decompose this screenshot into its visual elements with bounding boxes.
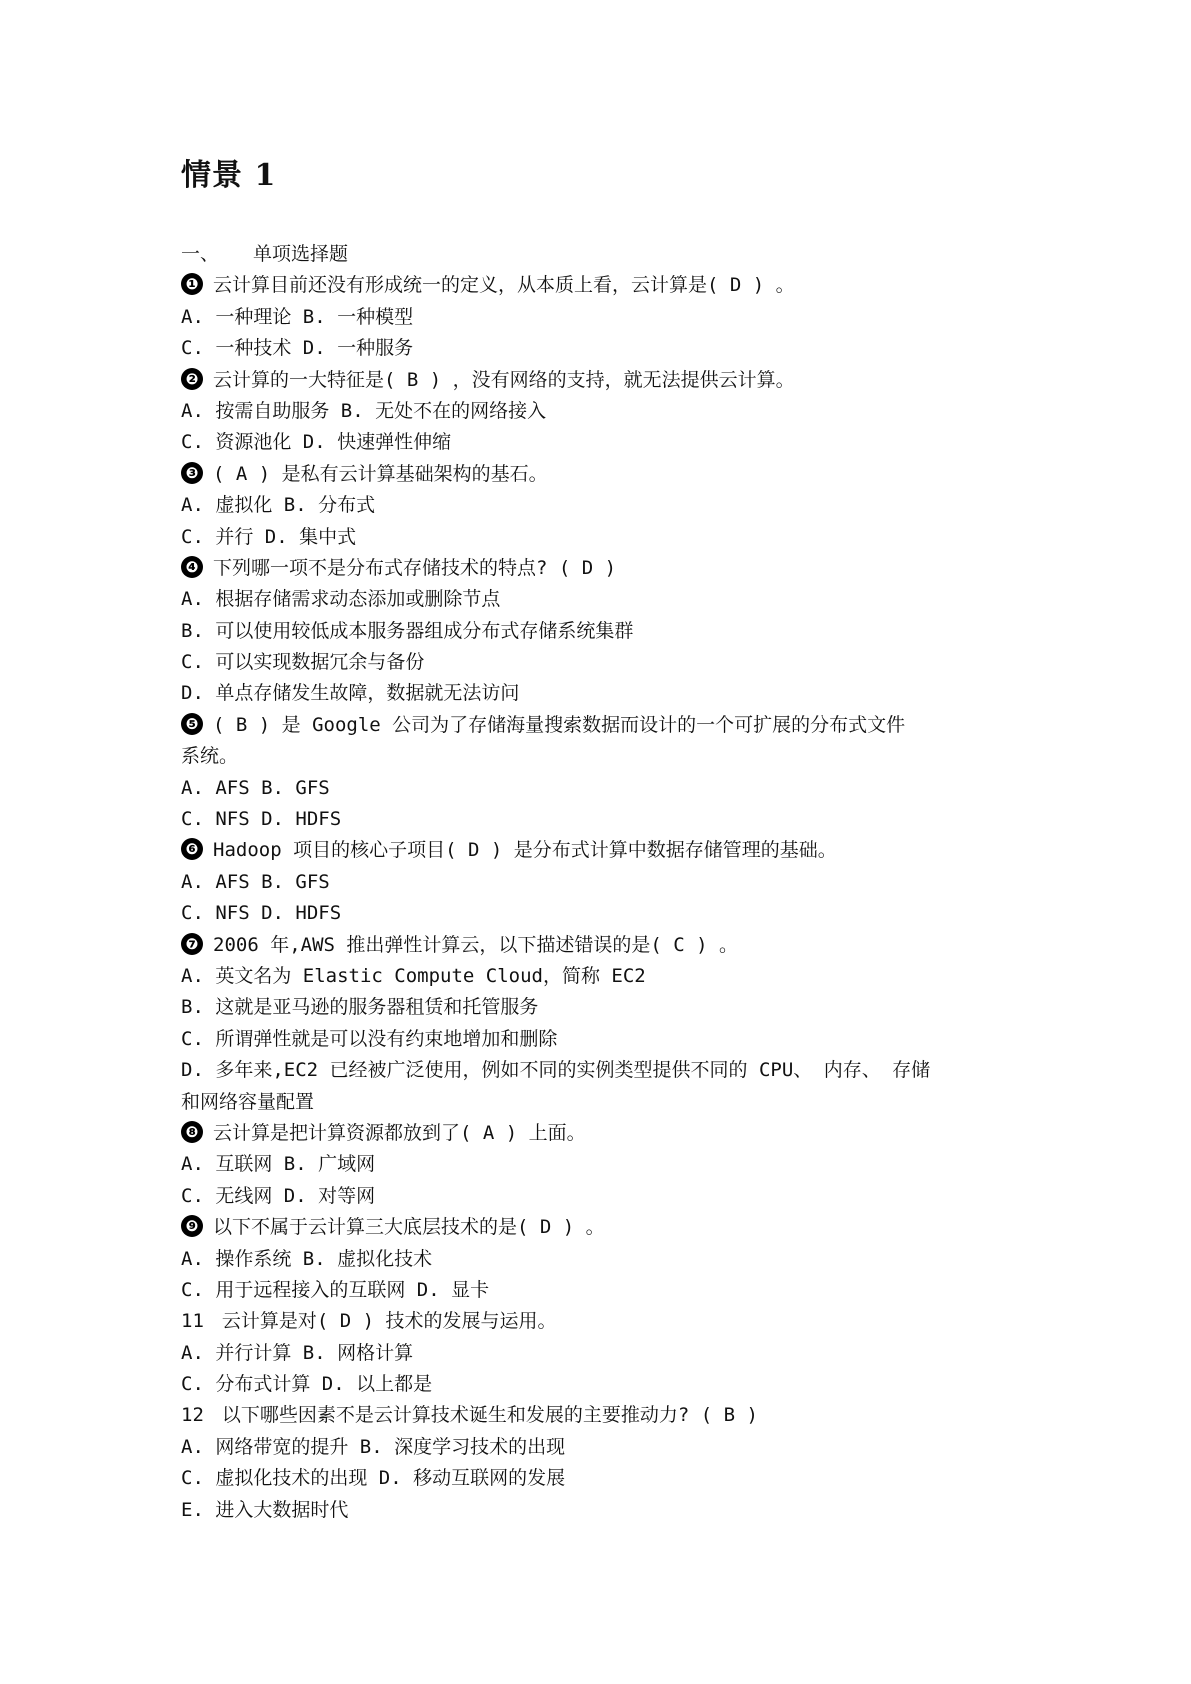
line-text: A. 虚拟化 B. 分布式 <box>181 494 376 517</box>
line-text: C. NFS D. HDFS <box>181 902 342 925</box>
question-number-badge: ❶ <box>181 273 203 295</box>
line-text: A. 根据存储需求动态添加或删除节点 <box>181 588 501 611</box>
answer-option-line <box>181 992 1001 1023</box>
answer-option-line <box>181 1432 1001 1463</box>
line-text: A. 操作系统 B. 虚拟化技术 <box>181 1247 433 1270</box>
answer-option-line <box>181 1369 1001 1400</box>
question-line <box>181 365 1001 396</box>
line-text: D. 单点存储发生故障，数据就无法访问 <box>181 682 520 705</box>
section-heading <box>181 239 1001 270</box>
answer-option-line <box>181 1244 1001 1275</box>
question-number-badge: ❺ <box>181 713 203 735</box>
line-text: A. AFS B. GFS <box>181 870 330 893</box>
answer-option-line <box>181 773 1001 804</box>
line-text: C. 用于远程接入的互联网 D. 显卡 <box>181 1278 490 1301</box>
line-text: Hadoop 项目的核心子项目( D ) 是分布式计算中数据存储管理的基础。 <box>213 839 837 862</box>
question-line <box>181 1118 1001 1149</box>
answer-option-line <box>181 616 1001 647</box>
line-text: A. 一种理论 B. 一种模型 <box>181 305 414 328</box>
answer-option-line <box>181 1275 1001 1306</box>
line-text: D. 多年来,EC2 已经被广泛使用，例如不同的实例类型提供不同的 CPU、 内存、 存储 <box>181 1059 931 1082</box>
question-line <box>181 553 1001 584</box>
question-number: 12 <box>181 1404 204 1427</box>
answer-option-line <box>181 1149 1001 1180</box>
line-text: B. 可以使用较低成本服务器组成分布式存储系统集群 <box>181 619 634 642</box>
answer-option-line <box>181 1055 1001 1086</box>
answer-option-line <box>181 396 1001 427</box>
answer-option-line <box>181 1338 1001 1369</box>
answer-option-line <box>181 804 1001 835</box>
question-number-badge: ❹ <box>181 556 203 578</box>
line-text: 以下不属于云计算三大底层技术的是( D ) 。 <box>213 1216 605 1239</box>
line-text: C. 可以实现数据冗余与备份 <box>181 651 425 674</box>
answer-option-line <box>181 1495 1001 1526</box>
answer-option-line <box>181 1181 1001 1212</box>
answer-option-line <box>181 1087 1001 1118</box>
line-text: 和网络容量配置 <box>181 1090 315 1113</box>
line-text: 2006 年,AWS 推出弹性计算云，以下描述错误的是( C ) 。 <box>213 933 739 956</box>
question-line <box>181 1400 1001 1431</box>
question-list <box>181 239 1001 1526</box>
question-line <box>181 1212 1001 1243</box>
line-text: C. NFS D. HDFS <box>181 808 342 831</box>
line-text: C. 虚拟化技术的出现 D. 移动互联网的发展 <box>181 1467 566 1490</box>
lines-container <box>181 270 1001 1526</box>
line-text: C. 无线网 D. 对等网 <box>181 1184 376 1207</box>
line-text: B. 这就是亚马逊的服务器租赁和托管服务 <box>181 996 539 1019</box>
question-number-badge: ❻ <box>181 838 203 860</box>
question-number-badge: ❼ <box>181 933 203 955</box>
line-text: A. 英文名为 Elastic Compute Cloud，简称 EC2 <box>181 964 646 987</box>
line-text: A. 互联网 B. 广域网 <box>181 1153 376 1176</box>
answer-option-line <box>181 1024 1001 1055</box>
line-text: C. 并行 D. 集中式 <box>181 525 357 548</box>
page-title: 情景 1 <box>181 158 277 193</box>
question-number: 11 <box>181 1310 204 1333</box>
line-text: 系统。 <box>181 745 239 768</box>
answer-option-line <box>181 741 1001 772</box>
section-label: 单项选择题 <box>253 243 349 265</box>
answer-option-line <box>181 333 1001 364</box>
line-text: A. AFS B. GFS <box>181 776 330 799</box>
answer-option-line <box>181 647 1001 678</box>
line-text: E. 进入大数据时代 <box>181 1498 349 1521</box>
question-line <box>181 710 1001 741</box>
answer-option-line <box>181 898 1001 929</box>
line-text: ( A ) 是私有云计算基础架构的基石。 <box>213 462 548 485</box>
question-line <box>181 459 1001 490</box>
answer-option-line <box>181 961 1001 992</box>
question-line <box>181 835 1001 866</box>
line-text: ( B ) 是 Google 公司为了存储海量搜索数据而设计的一个可扩展的分布式文件 <box>213 713 906 736</box>
line-text: C. 一种技术 D. 一种服务 <box>181 337 414 360</box>
section-prefix: 一、 <box>181 243 220 265</box>
question-number-badge: ❷ <box>181 368 203 390</box>
answer-option-line <box>181 584 1001 615</box>
question-line <box>181 930 1001 961</box>
answer-option-line <box>181 490 1001 521</box>
line-text: 云计算是对( D ) 技术的发展与运用。 <box>221 1310 557 1333</box>
line-text: 以下哪些因素不是云计算技术诞生和发展的主要推动力? ( B ) <box>221 1404 758 1427</box>
question-number-badge: ❾ <box>181 1215 203 1237</box>
question-line <box>181 270 1001 301</box>
question-line <box>181 1306 1001 1337</box>
line-text: A. 按需自助服务 B. 无处不在的网络接入 <box>181 399 547 422</box>
line-text: 云计算目前还没有形成统一的定义，从本质上看，云计算是( D ) 。 <box>213 274 795 297</box>
line-text: A. 网络带宽的提升 B. 深度学习技术的出现 <box>181 1435 566 1458</box>
question-number-badge: ❸ <box>181 462 203 484</box>
answer-option-line <box>181 867 1001 898</box>
line-text: 云计算是把计算资源都放到了( A ) 上面。 <box>213 1121 586 1144</box>
answer-option-line <box>181 1463 1001 1494</box>
answer-option-line <box>181 522 1001 553</box>
answer-option-line <box>181 302 1001 333</box>
line-text: 云计算的一大特征是( B ) ，没有网络的支持，就无法提供云计算。 <box>213 368 795 391</box>
line-text: C. 分布式计算 D. 以上都是 <box>181 1373 433 1396</box>
line-text: A. 并行计算 B. 网格计算 <box>181 1341 414 1364</box>
line-text: C. 资源池化 D. 快速弹性伸缩 <box>181 431 452 454</box>
line-text: C. 所谓弹性就是可以没有约束地增加和删除 <box>181 1027 558 1050</box>
line-text: 下列哪一项不是分布式存储技术的特点? ( D ) <box>213 556 617 579</box>
answer-option-line <box>181 427 1001 458</box>
question-number-badge: ❽ <box>181 1121 203 1143</box>
answer-option-line <box>181 678 1001 709</box>
